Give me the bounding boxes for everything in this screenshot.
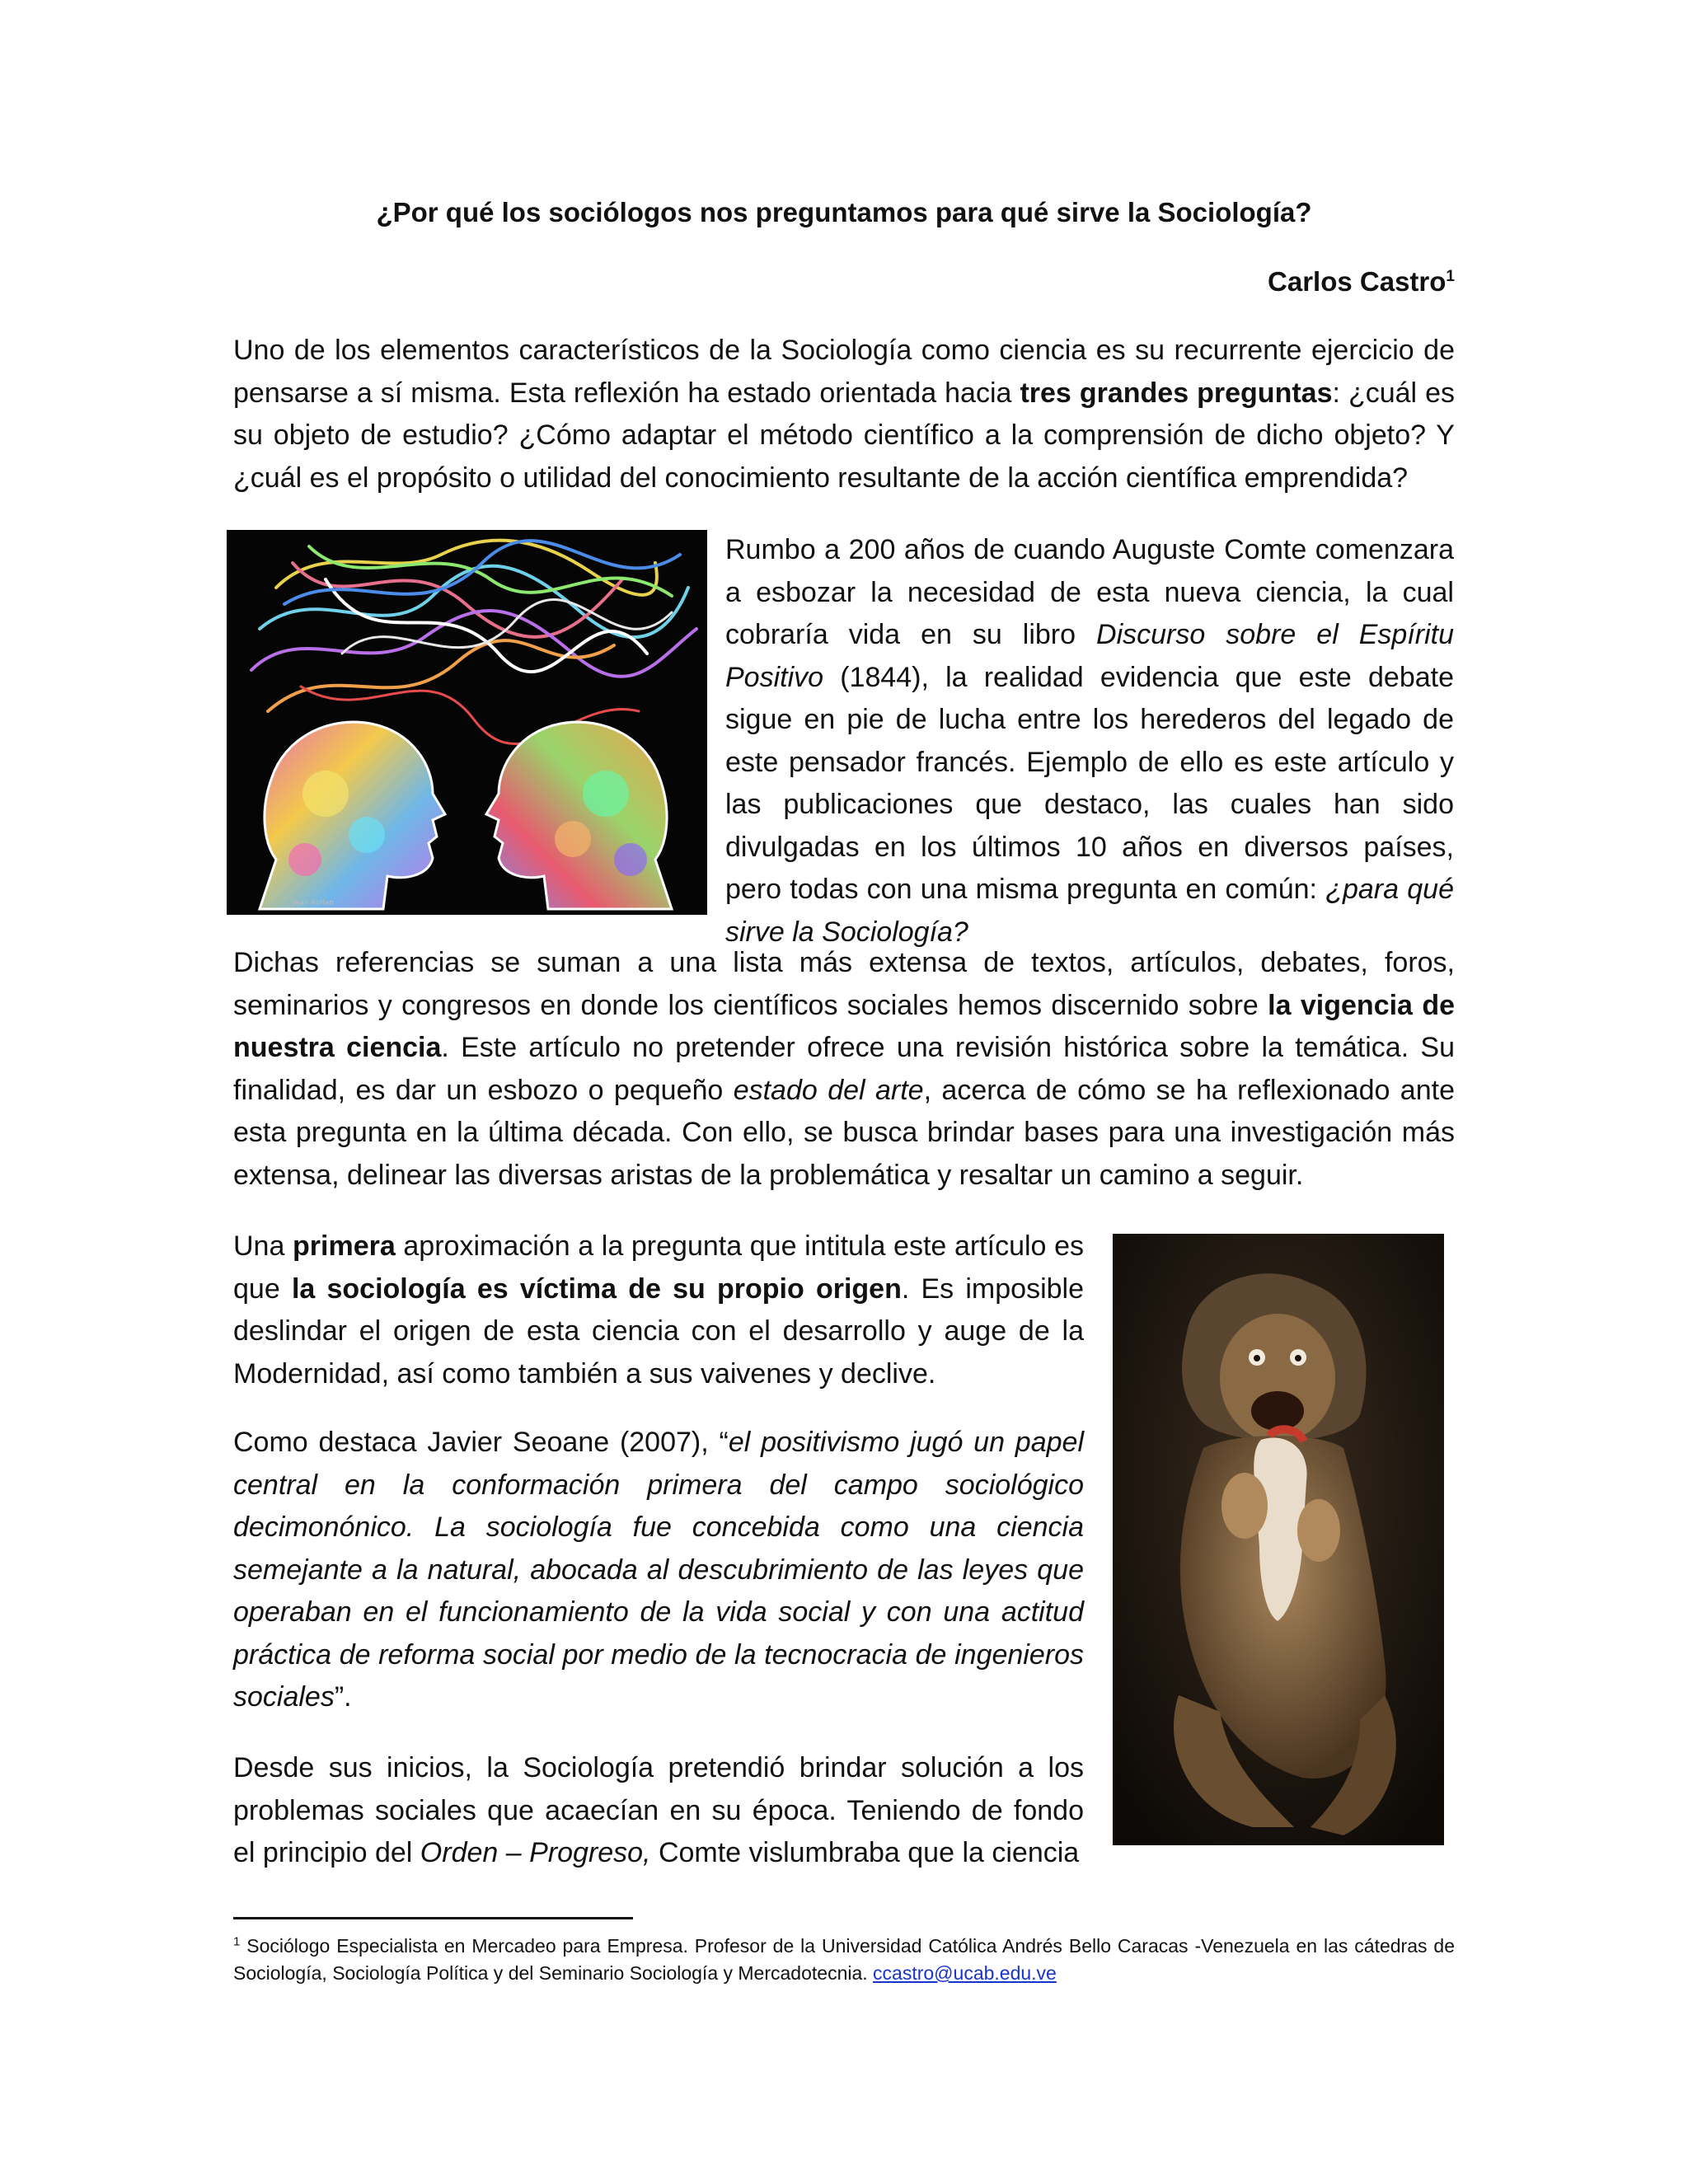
bold-run: tres grandes preguntas	[1020, 377, 1333, 409]
author-name: Carlos Castro	[1268, 266, 1447, 297]
paragraph-intro	[233, 330, 1455, 499]
text-run: aproximación a la pregunta que intitula este artículo es que	[233, 1230, 1084, 1305]
footnote-mark: 1	[233, 1934, 241, 1949]
bold-run: primera	[293, 1230, 396, 1262]
document-title: ¿Por qué los sociólogos nos preguntamos para qué sirve la Sociología?	[376, 197, 1312, 227]
email-link[interactable]: ccastro@ucab.edu.ve	[873, 1962, 1057, 1984]
paragraph-comte	[725, 529, 1454, 954]
text-run: ”.	[334, 1681, 352, 1713]
italic-run: el positivismo jugó un papel central en la conformación primera del campo sociológico decimonónico. La sociología fue concebida como una ciencia semejante a la natural, abocada al descubrimiento de las leyes que operaban en el funcionamiento de la vida social y con una actitud práctica de reforma social por medio de la tecnocracia de ingenieros sociales	[233, 1427, 1084, 1713]
bold-run: la sociología es víctima de su propio origen	[291, 1272, 902, 1305]
paragraph-seoane-quote	[233, 1422, 1084, 1719]
footnote-text: Sociólogo Especialista en Mercadeo para Empresa. Profesor de la Universidad Católica Andrés Bello Caracas -Venezuela en las cátedras de Sociología, Sociología Política y del Seminario Sociología y Mercadotecnia.	[233, 1935, 1455, 1984]
author-line	[1268, 264, 1455, 300]
italic-run: Orden – Progreso,	[420, 1837, 651, 1868]
text-run: . Este artículo no pretender ofrece una revisión histórica sobre la temática. Su finalidad, es dar un esbozo o pequeño	[233, 1032, 1455, 1106]
text-run: Una	[233, 1230, 293, 1262]
paragraph-references	[233, 942, 1455, 1197]
footnote-separator	[233, 1917, 633, 1919]
two-heads-image	[227, 530, 707, 915]
italic-run: estado del arte	[733, 1074, 924, 1106]
text-run: Desde sus inicios, la Sociología pretendió brindar solución a los problemas sociales que acaecían en su época. Teniendo de fondo el principio del	[233, 1752, 1084, 1868]
paragraph-first-approach	[233, 1226, 1084, 1395]
italic-run: Discurso sobre el Espíritu Positivo	[725, 619, 1454, 693]
saturn-painting-icon	[1113, 1234, 1444, 1845]
paragraph-origins	[233, 1747, 1084, 1875]
text-run: Como destaca Javier Seoane (2007), “	[233, 1427, 729, 1458]
text-run: (1844), la realidad evidencia que este debate sigue en pie de lucha entre los herederos del legado de este pensador francés. Ejemplo de ello es este artículo y las publicaciones que destaco, las cuales han sido divulgadas en los últimos 10 años en diversos países, pero todas con una misma pregunta en común:	[725, 661, 1454, 905]
text-run: Uno de los elementos característicos de la Sociología como ciencia es su recurrente ejercicio de pensarse a sí misma. Esta reflexión ha estado orientada hacia	[233, 335, 1455, 409]
italic-run: ¿para qué sirve la Sociología?	[725, 874, 1454, 948]
text-run: Rumbo a 200 años de cuando Auguste Comte comenzara a esbozar la necesidad de esta nueva ciencia, la cual cobraría vida en su libro	[725, 534, 1454, 650]
artwork-signature: Jean Rollan	[293, 899, 334, 907]
bold-run: la vigencia de nuestra ciencia	[233, 989, 1455, 1063]
text-run: : ¿cuál es su objeto de estudio? ¿Cómo adaptar el método científico a la comprensión de dicho objeto? Y ¿cuál es el propósito o utilidad del conocimiento resultante de la acción científica emprendida?	[233, 377, 1456, 494]
saturn-painting-image	[1113, 1234, 1444, 1845]
text-run: Comte vislumbraba que la ciencia	[650, 1837, 1080, 1868]
author-footnote-mark: 1	[1446, 268, 1455, 285]
footnote	[233, 1933, 1455, 1987]
text-run: , acerca de cómo se ha reflexionado ante esta pregunta en la última década. Con ello, se busca brindar bases para una investigación más extensa, delinear las diversas aristas de la problemática y resaltar un camino a seguir.	[233, 1074, 1455, 1191]
text-run: . Es imposible deslindar el origen de esta ciencia con el desarrollo y auge de la Modernidad, así como también a sus vaivenes y declive.	[233, 1272, 1084, 1390]
text-run: Dichas referencias se suman a una lista más extensa de textos, artículos, debates, foros, seminarios y congresos en donde los científicos sociales hemos discernido sobre	[233, 947, 1455, 1021]
two-heads-artwork-icon	[227, 530, 707, 915]
